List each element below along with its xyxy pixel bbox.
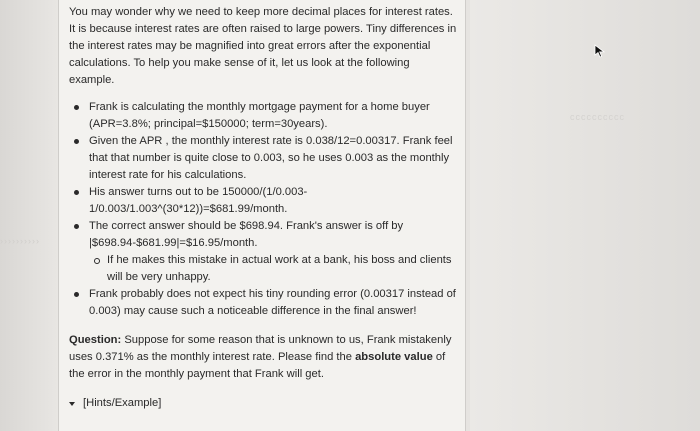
left-background [0, 0, 58, 431]
sub-bullet-item: If he makes this mistake in actual work at a bank, his boss and clients will be very unhappy. [107, 252, 457, 286]
bullet-item-5: Frank probably does not expect his tiny rounding error (0.00317 instead of 0.003) may cause such a noticeable difference in the final answer! [89, 286, 457, 320]
example-bullet-list [69, 99, 457, 320]
intro-paragraph: You may wonder why we need to keep more decimal places for interest rates. It is because interest rates are often raised to large powers. Tiny differences in the interest rates may be magnified into great errors after the exponential calculations. To help you make sense of it, let us look at the following example. [69, 6, 457, 86]
question-text-before: Suppose for some reason that is unknown to us, Frank mistakenly uses 0.371% as the monthly interest rate. Please find the [69, 334, 452, 363]
sub-bullet-list [89, 252, 457, 286]
right-background [470, 0, 700, 431]
question-label: Question: [69, 334, 122, 346]
bullet-item-1: Frank is calculating the monthly mortgage payment for a home buyer (APR=3.8%; principal=$150000; term=30years). [89, 99, 457, 133]
hints-toggle[interactable] [69, 395, 457, 412]
question-paragraph [69, 332, 457, 383]
mouse-pointer-icon [594, 44, 606, 58]
bullet-item-3: His answer turns out to be 150000/(1/0.003-1/0.003/1.003^(30*12))=$681.99/month. [89, 184, 457, 218]
hints-label: [Hints/Example] [83, 397, 162, 409]
bullet-item-4-text: The correct answer should be $698.94. Frank's answer is off by |$698.94-$681.99|=$16.95/month. [89, 220, 404, 249]
faint-background-text-left: ›››››››››› [0, 236, 40, 246]
bullet-item-4 [89, 218, 457, 286]
question-text-after: of the error in the monthly payment that Frank will get. [69, 351, 446, 380]
content-panel [58, 0, 466, 431]
question-bold-phrase: absolute value [355, 351, 433, 363]
bullet-item-2: Given the APR , the monthly interest rate is 0.038/12=0.00317. Frank feel that that number is quite close to 0.003, so he uses 0.003 as the monthly interest rate for his calculations. [89, 133, 457, 184]
expand-triangle-icon [69, 402, 75, 406]
faint-background-text-right: cccccccccc [570, 112, 625, 122]
